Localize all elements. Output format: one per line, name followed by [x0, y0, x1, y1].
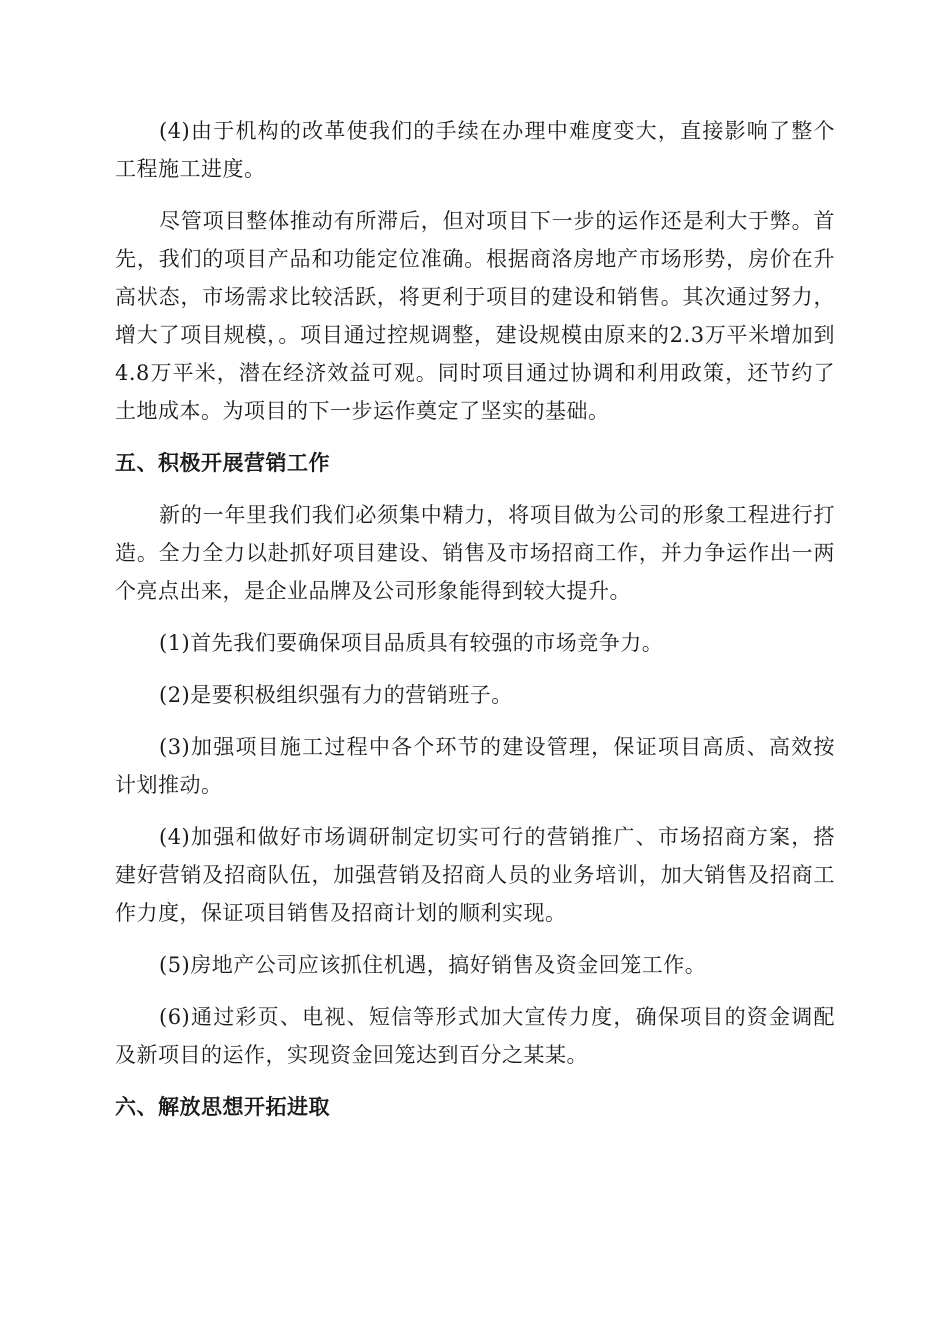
document-body	[115, 112, 835, 1140]
paragraph-item-5-sales-funds: (5)房地产公司应该抓住机遇，搞好销售及资金回笼工作。	[159, 953, 707, 977]
paragraph-item-3-construction: (3)加强项目施工过程中各个环节的建设管理，保证项目高质、高效按计划推动。	[115, 735, 835, 797]
paragraph-item-2-sales-team: (2)是要积极组织强有力的营销班子。	[159, 683, 513, 707]
paragraph-item-4-market-research: (4)加强和做好市场调研制定切实可行的营销推广、市场招商方案，搭建好营销及招商队伍，加强营销及招商人员的业务培训，加大销售及招商工作力度，保证项目销售及招商计划的顺利实现。	[115, 825, 835, 925]
paragraph-project-progress: 尽管项目整体推动有所滞后，但对项目下一步的运作还是利大于弊。首先，我们的项目产品和功能定位准确。根据商洛房地产市场形势，房价在升高状态，市场需求比较活跃，将更利于项目的建设和销售。其次通过努力，增大了项目规模，。项目通过控规调整，建设规模由原来的2.3万平米增加到4.8万平米，潜在经济效益可观。同时项目通过协调和利用政策，还节约了土地成本。为项目的下一步运作奠定了坚实的基础。	[115, 209, 835, 423]
paragraph-item-1-quality: (1)首先我们要确保项目品质具有较强的市场竞争力。	[159, 631, 664, 655]
paragraph-item-4-institution-reform: (4)由于机构的改革使我们的手续在办理中难度变大，直接影响了整个工程施工进度。	[115, 119, 835, 181]
section-heading-6: 六、解放思想开拓进取	[115, 1095, 330, 1119]
section-heading-5: 五、积极开展营销工作	[115, 451, 330, 475]
paragraph-item-6-promotion: (6)通过彩页、电视、短信等形式加大宣传力度，确保项目的资金调配及新项目的运作，实现资金回笼达到百分之某某。	[115, 1005, 835, 1067]
paragraph-new-year-focus: 新的一年里我们我们必须集中精力，将项目做为公司的形象工程进行打造。全力全力以赴抓好项目建设、销售及市场招商工作，并力争运作出一两个亮点出来，是企业品牌及公司形象能得到较大提升。	[115, 503, 835, 603]
